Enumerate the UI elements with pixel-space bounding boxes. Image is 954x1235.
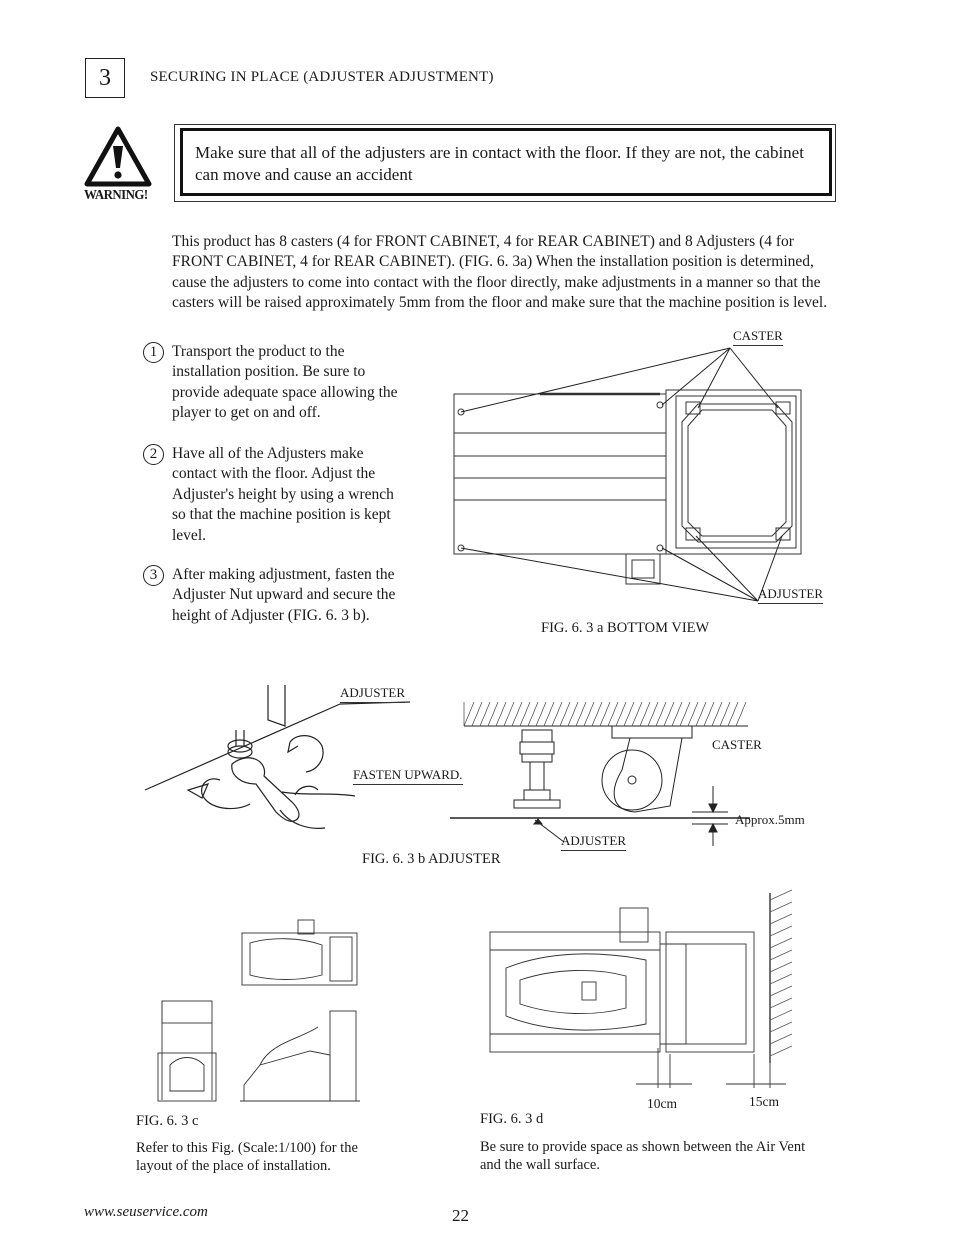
fig-b-approx-label: Approx.5mm — [735, 812, 805, 827]
warning-label: WARNING! — [84, 188, 148, 203]
fig-c-caption: FIG. 6. 3 c — [136, 1113, 199, 1129]
step-1-number: 1 — [143, 342, 164, 363]
fig-d-note: Be sure to provide space as shown between the Air Vent and the wall surface. — [480, 1139, 806, 1173]
fig-b-adjuster-label-2: ADJUSTER — [561, 833, 626, 851]
fig-a-bottom-view-drawing — [440, 330, 840, 610]
fig-d-dim-right: 15cm — [749, 1094, 779, 1109]
fig-d-dim-left: 10cm — [647, 1096, 677, 1111]
fig-c-layout-drawing — [150, 915, 365, 1105]
fig-b-adjuster-label: ADJUSTER — [340, 685, 405, 703]
fig-a-caster-label: CASTER — [733, 328, 783, 346]
warning-text: Make sure that all of the adjusters are in contact with the floor. If they are not, the cabinet can move and cause an accident — [180, 128, 832, 196]
step-1-text: Transport the product to the installation position. Be sure to provide adequate space allowing the player to get on and off. — [172, 343, 398, 422]
fig-d-caption: FIG. 6. 3 d — [480, 1111, 544, 1127]
fig-d-wall-hatch — [770, 890, 792, 1056]
step-3-text: After making adjustment, fasten the Adjuster Nut upward and secure the height of Adjuster (FIG. 6. 3 b). — [172, 566, 396, 624]
fig-b-caster-label: CASTER — [712, 737, 762, 752]
fig-c-note: Refer to this Fig. (Scale:1/100) for the layout of the place of installation. — [136, 1140, 358, 1174]
fig-d-spacing-drawing — [486, 888, 801, 1110]
fig-b-fasten-label: FASTEN UPWARD. — [353, 767, 463, 785]
step-3-number: 3 — [143, 565, 164, 586]
fig-b-wrench-drawing — [140, 680, 480, 850]
step-2-text: Have all of the Adjusters make contact with the floor. Adjust the Adjuster's height by using a wrench so that the machine position is kept level. — [172, 445, 394, 544]
footer-url: www.seuservice.com — [84, 1204, 208, 1220]
section-title: SECURING IN PLACE (ADJUSTER ADJUSTMENT) — [150, 69, 494, 85]
section-number: 3 — [99, 64, 111, 91]
fig-a-caption: FIG. 6. 3 a BOTTOM VIEW — [541, 620, 710, 636]
warning-icon — [84, 126, 152, 188]
page-number: 22 — [452, 1206, 469, 1225]
fig-b-caption: FIG. 6. 3 b ADJUSTER — [362, 851, 501, 867]
fig-a-adjuster-label: ADJUSTER — [758, 586, 823, 604]
intro-paragraph: This product has 8 casters (4 for FRONT CABINET, 4 for REAR CABINET) and 8 Adjusters (4 for FRONT CABINET, 4 for REAR CABINET). (FIG. 6. 3a) When the installation position is determined, cause the adjusters to come into contact with the floor directly, make adjustments in a manner so that the casters will be raised approximately 5mm from the floor and make sure that the machine position is level. — [172, 233, 828, 312]
fig-b-ceiling-hatch — [464, 702, 746, 726]
section-number-box — [85, 58, 125, 98]
step-2-number: 2 — [143, 444, 164, 465]
